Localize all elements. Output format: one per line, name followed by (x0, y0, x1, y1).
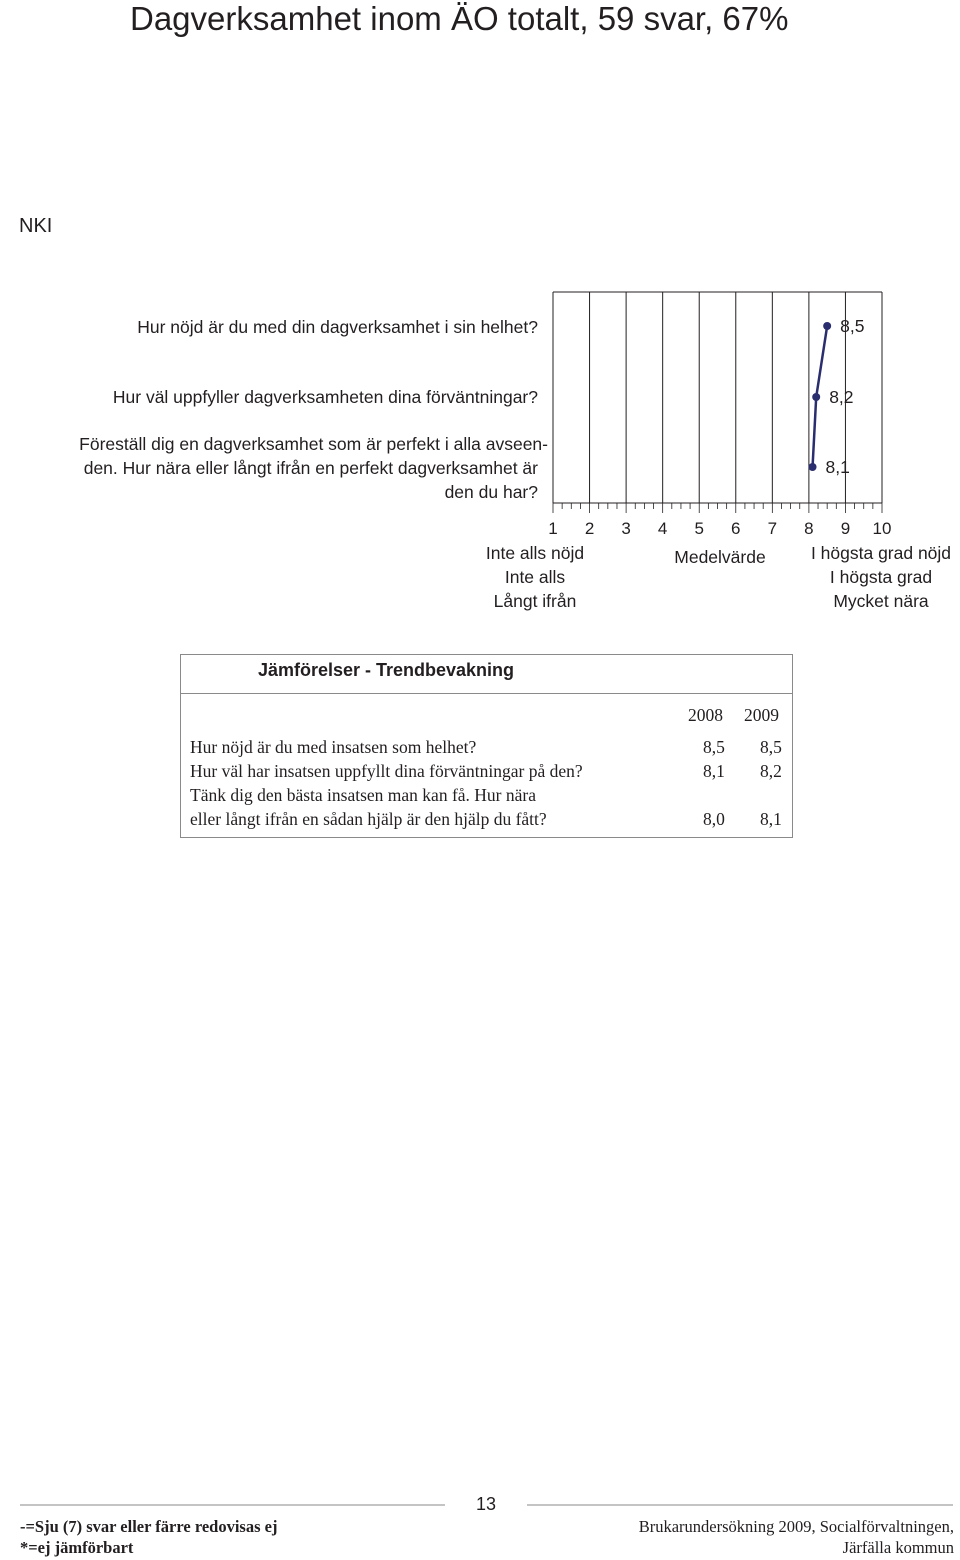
right-anchor-3: Mycket nära (833, 591, 929, 611)
page-number: 13 (475, 1494, 497, 1514)
tick-label-2: 2 (584, 519, 595, 538)
data-label-2: 8,2 (829, 387, 854, 407)
comparison-row-1-text: Hur nöjd är du med insatsen som helhet? (190, 737, 477, 757)
tick-label-1: 1 (548, 519, 558, 538)
comparison-row-3-text-2: eller långt ifrån en sådan hjälp är den hjälp du fått? (190, 809, 547, 829)
section-label: NKI (19, 215, 53, 237)
middle-anchor: Medelvärde (674, 547, 766, 567)
chart-series (809, 316, 865, 477)
footer-source-1: Brukarundersökning 2009, Socialförvaltningen, (638, 1517, 954, 1536)
footer-note-2: *=ej jämförbart (20, 1538, 134, 1557)
data-point-2 (812, 393, 820, 401)
year-2008: 2008 (688, 705, 723, 725)
tick-label-5: 5 (694, 519, 704, 538)
comparison-row-2-2009: 8,2 (760, 761, 782, 781)
tick-label-10: 10 (872, 519, 892, 538)
left-anchor-1: Inte alls nöjd (485, 543, 585, 563)
right-anchor-2: I högsta grad (829, 567, 933, 587)
data-point-1 (823, 322, 831, 330)
left-anchor-2: Inte alls (504, 567, 566, 587)
question-3-line-1: Föreställ dig en dagverksamhet som är perfekt i alla avseen- (79, 434, 548, 454)
question-1: Hur nöjd är du med din dagverksamhet i sin helhet? (137, 317, 538, 337)
footer-source-2: Järfälla kommun (842, 1538, 954, 1557)
comparison-row-3-text-1: Tänk dig den bästa insatsen man kan få. Hur nära (190, 785, 536, 805)
data-label-3: 8,1 (825, 457, 850, 477)
footer-note-1: -=Sju (7) svar eller färre redovisas ej (20, 1517, 278, 1536)
comparison-row-3-2009: 8,1 (760, 809, 782, 829)
comparison-row-2-2008: 8,1 (703, 761, 725, 781)
tick-label-9: 9 (840, 519, 851, 538)
comparison-row-1-2008: 8,5 (703, 737, 725, 757)
tick-label-8: 8 (804, 519, 814, 538)
question-3-line-3: den du har? (444, 482, 538, 502)
year-2009: 2009 (744, 705, 779, 725)
comparison-row-2-text: Hur väl har insatsen uppfyllt dina förväntningar på den? (190, 761, 583, 781)
tick-label-6: 6 (731, 519, 741, 538)
chart-minor-ticks (553, 503, 882, 513)
page-title: Dagverksamhet inom ÄO totalt, 59 svar, 67% (130, 0, 789, 37)
comparison-row-3-2008: 8,0 (703, 809, 725, 829)
comparison-title: Jämförelser - Trendbevakning (257, 660, 515, 680)
question-3-line-2: den. Hur nära eller långt ifrån en perfekt dagverksamhet är (83, 458, 538, 478)
left-anchor-3: Långt ifrån (493, 591, 577, 611)
tick-label-4: 4 (657, 519, 668, 538)
tick-label-3: 3 (621, 519, 631, 538)
nki-chart (0, 0, 960, 560)
data-point-3 (809, 463, 817, 471)
question-2: Hur väl uppfyller dagverksamheten dina förväntningar? (112, 387, 538, 407)
comparison-row-1-2009: 8,5 (760, 737, 782, 757)
tick-label-7: 7 (767, 519, 778, 538)
right-anchor-1: I högsta grad nöjd (810, 543, 952, 563)
data-label-1: 8,5 (840, 316, 865, 336)
